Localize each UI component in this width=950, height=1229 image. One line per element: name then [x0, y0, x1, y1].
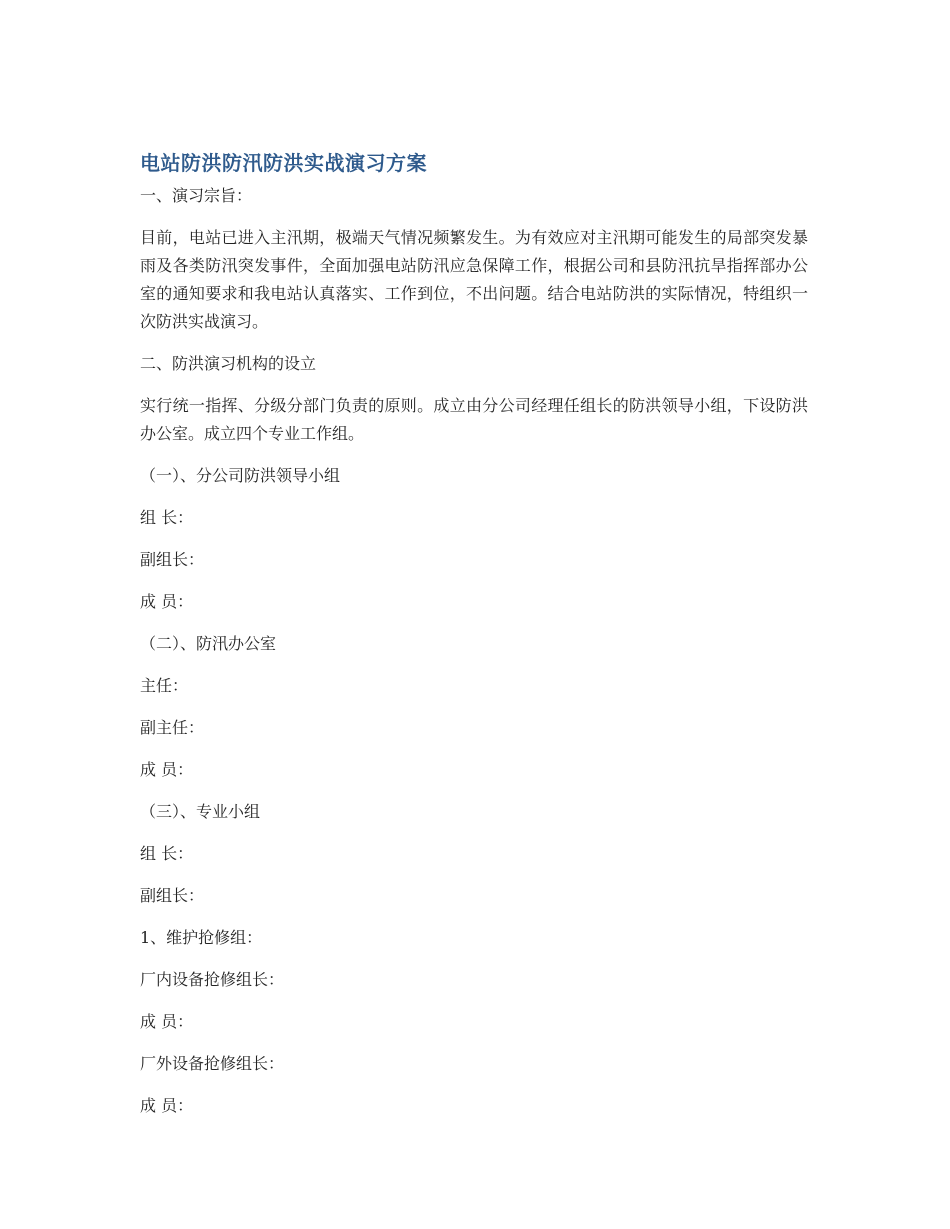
group-maintenance-repair: 1、维护抢修组： [140, 928, 263, 947]
paragraph-organization: 实行统一指挥、分级分部门负责的原则。成立由分公司经理任组长的防洪领导小组，下设防洪办公室。成立四个专业工作组。 [140, 396, 808, 443]
field-specialized-deputy: 副组长： [140, 886, 205, 905]
document-body [140, 148, 808, 1120]
field-director: 主任： [140, 676, 189, 695]
field-deputy-director: 副主任： [140, 718, 205, 737]
section-heading-purpose: 一、演习宗旨： [140, 186, 253, 205]
subsection-leading-group: （一）、分公司防洪领导小组 [140, 466, 341, 485]
field-office-members: 成 员： [140, 760, 194, 779]
subsection-specialized-groups: （三）、专业小组 [140, 802, 261, 821]
field-specialized-leader: 组 长： [140, 844, 194, 863]
field-deputy-group-leader: 副组长： [140, 550, 205, 569]
field-outplant-members: 成 员： [140, 1096, 194, 1115]
field-outplant-repair-leader: 厂外设备抢修组长： [140, 1054, 285, 1073]
field-inplant-members: 成 员： [140, 1012, 194, 1031]
field-inplant-repair-leader: 厂内设备抢修组长： [140, 970, 285, 989]
field-members: 成 员： [140, 592, 194, 611]
section-heading-organization: 二、防洪演习机构的设立 [140, 354, 317, 373]
document-title: 电站防洪防汛防洪实战演习方案 [140, 151, 427, 175]
subsection-flood-office: （二）、防汛办公室 [140, 634, 277, 653]
field-group-leader: 组 长： [140, 508, 194, 527]
paragraph-purpose: 目前，电站已进入主汛期，极端天气情况频繁发生。为有效应对主汛期可能发生的局部突发暴雨及各类防汛突发事件，全面加强电站防汛应急保障工作，根据公司和县防汛抗旱指挥部办公室的通知要求和我电站认真落实、工作到位，不出问题。结合电站防洪的实际情况，特组织一次防洪实战演习。 [140, 228, 808, 331]
